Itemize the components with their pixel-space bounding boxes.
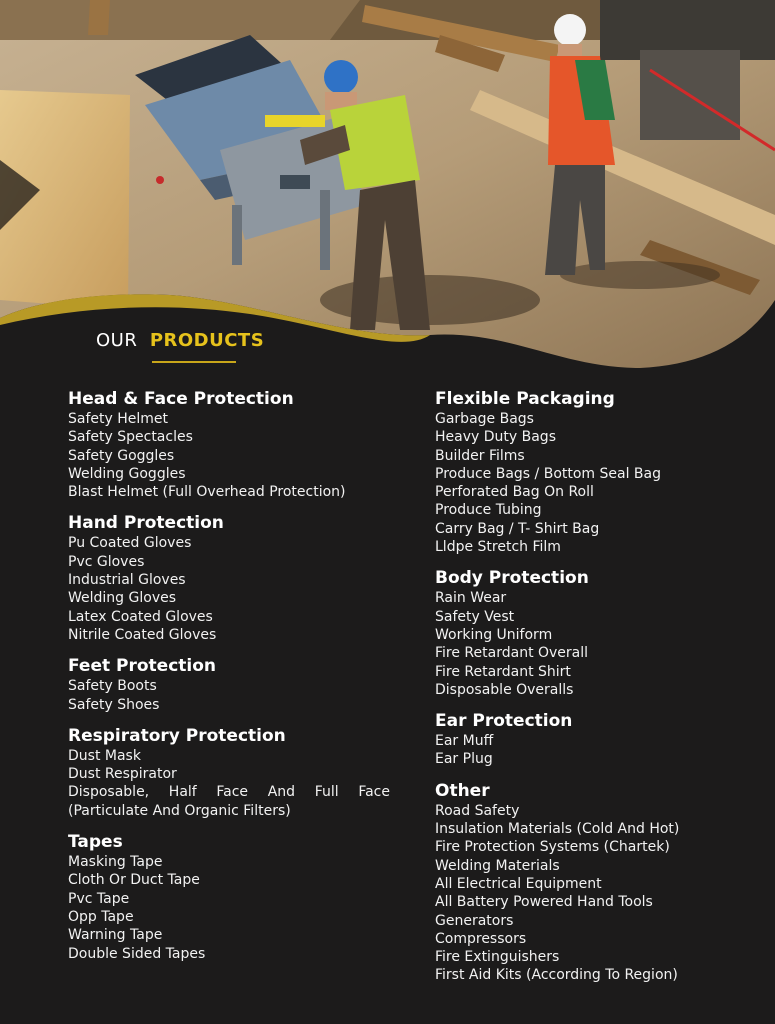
section-title: Head & Face Protection [68,389,294,409]
product-item: Fire Retardant Overall [435,645,589,662]
product-item: Produce Bags / Bottom Seal Bag [435,465,662,482]
product-item: Warning Tape [68,927,163,944]
product-item: Masking Tape [68,854,163,871]
product-item: Generators [435,912,514,929]
section-title: Feet Protection [68,656,217,677]
product-list [68,677,390,714]
section-flexible-packaging [435,388,755,556]
section-body-protection [435,567,755,699]
product-item: Rain Wear [435,590,507,607]
section-title: Tapes [68,832,123,853]
left-column [68,388,390,974]
section-tapes [68,831,390,963]
section-feet-protection [68,655,390,714]
product-item: Ear Plug [435,751,493,768]
section-title: Body Protection [435,568,589,589]
product-item: Safety Vest [435,608,515,625]
product-item: Ear Muff [435,733,494,750]
product-item: First Aid Kits (According To Region) [435,967,678,984]
section-respiratory-protection [68,725,390,820]
product-item: Fire Protection Systems (Chartek) [435,839,670,856]
product-item: All Electrical Equipment [435,875,602,892]
product-item: All Battery Powered Hand Tools [435,894,653,911]
section-title: Other [435,780,490,801]
product-item: Latex Coated Gloves [68,608,213,625]
product-item: Industrial Gloves [68,572,186,589]
title-prefix: OUR [96,330,138,351]
section-ear-protection [435,710,755,769]
product-list [68,534,390,644]
product-item: Welding Materials [435,857,560,874]
product-item: Produce Tubing [435,502,542,519]
product-item: Welding Goggles [68,465,186,482]
product-item: Heavy Duty Bags [435,429,556,446]
product-item: Carry Bag / T- Shirt Bag [435,520,600,537]
product-list [68,853,390,963]
product-item: Garbage Bags [435,411,534,427]
product-item: Lldpe Stretch Film [435,539,561,556]
product-item: Safety Boots [68,678,157,695]
product-item: Double Sided Tapes [68,945,206,962]
section-other [435,780,755,985]
product-item: Builder Films [435,447,525,464]
product-item: Fire Retardant Shirt [435,663,571,680]
product-list [435,589,755,699]
product-list [435,732,755,769]
section-head-face-protection [68,388,390,501]
product-item: Safety Spectacles [68,429,193,446]
product-item: Working Uniform [435,626,553,643]
section-title: Ear Protection [435,711,573,732]
product-item: Disposable Overalls [435,681,574,698]
product-item: Cloth Or Duct Tape [68,872,200,889]
product-item: Welding Gloves [68,590,177,607]
product-list [68,410,390,501]
product-item: Nitrile Coated Gloves [68,626,217,643]
product-item: Dust Mask [68,747,141,764]
product-item: Blast Helmet (Full Overhead Protection) [68,484,346,501]
product-list [435,802,755,985]
product-item: Safety Shoes [68,696,160,713]
section-title: Respiratory Protection [68,725,286,746]
product-item: Insulation Materials (Cold And Hot) [435,821,680,838]
section-hand-protection [68,512,390,644]
product-item: Perforated Bag On Roll [435,484,594,501]
product-list [68,747,390,820]
right-column [435,388,755,996]
construction-workers-photo-icon [0,0,775,370]
product-item: Safety Helmet [68,411,169,427]
product-item: Opp Tape [68,908,134,925]
title-underline [152,361,236,363]
product-item: Road Safety [435,802,520,819]
product-item: Dust Respirator [68,766,177,783]
section-title: Hand Protection [68,513,224,534]
section-title: Flexible Packaging [435,389,615,409]
product-item: Disposable, Half Face And Full Face (Particulate And Organic Filters) [68,784,390,819]
product-list [435,410,755,556]
hero-image [0,0,775,370]
product-item: Safety Goggles [68,447,175,464]
product-item: Pvc Gloves [68,553,145,570]
product-item: Pvc Tape [68,890,130,907]
page-title [96,330,264,351]
product-item: Compressors [435,930,527,947]
title-accent: PRODUCTS [149,330,265,351]
product-item: Pu Coated Gloves [68,535,192,552]
product-item: Fire Extinguishers [435,949,560,966]
